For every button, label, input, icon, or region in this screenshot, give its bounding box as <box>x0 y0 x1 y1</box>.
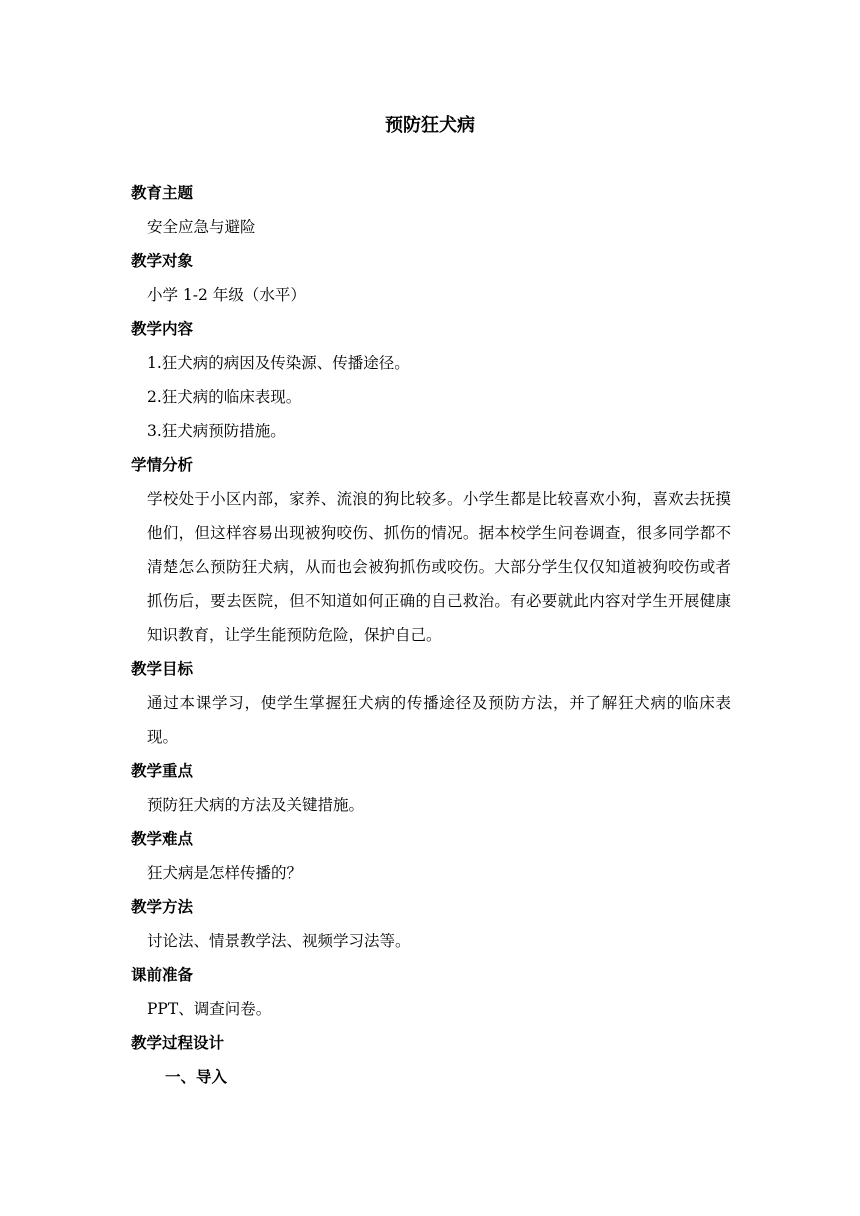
section-heading: 教学对象 <box>131 252 194 270</box>
document-title: 预防狂犬病 <box>385 115 475 136</box>
section-text: 讨论法、情景教学法、视频学习法等。 <box>147 932 411 950</box>
section-heading: 教学目标 <box>131 660 194 678</box>
section-difficulties <box>131 822 731 890</box>
section-text: 预防狂犬病的方法及关键措施。 <box>147 796 365 814</box>
process-step-heading: 一、导入 <box>165 1068 228 1086</box>
section-theme <box>131 176 731 244</box>
section-text: PPT、调查问卷。 <box>147 1000 272 1018</box>
section-text: 小学 1-2 年级（水平） <box>147 286 306 304</box>
list-item: 1.狂犬病的病因及传染源、传播途径。 <box>147 354 410 372</box>
section-text: 安全应急与避险 <box>147 218 256 236</box>
list-item: 3.狂犬病预防措施。 <box>147 422 286 440</box>
section-heading: 教学过程设计 <box>131 1034 225 1052</box>
document-body <box>131 176 731 1094</box>
section-goals <box>131 652 731 754</box>
section-methods <box>131 890 731 958</box>
section-audience <box>131 244 731 312</box>
section-heading: 教学方法 <box>131 898 194 916</box>
section-preparation <box>131 958 731 1026</box>
section-analysis <box>131 448 731 652</box>
section-content <box>131 312 731 448</box>
section-text: 学校处于小区内部，家养、流浪的狗比较多。小学生都是比较喜欢小狗，喜欢去抚摸他们，但这样容易出现被狗咬伤、抓伤的情况。据本校学生问卷调查，很多同学都不清楚怎么预防狂犬病，从而也会被狗抓伤或咬伤。大部分学生仅仅知道被狗咬伤或者抓伤后，要去医院，但不知道如何正确的自己救治。有必要就此内容对学生开展健康知识教育，让学生能预防危险，保护自己。 <box>147 490 731 644</box>
section-heading: 教学重点 <box>131 762 194 780</box>
section-heading: 课前准备 <box>131 966 194 984</box>
section-heading: 教育主题 <box>131 184 194 202</box>
section-heading: 教学内容 <box>131 320 194 338</box>
list-item: 2.狂犬病的临床表现。 <box>147 388 302 406</box>
section-heading: 教学难点 <box>131 830 194 848</box>
section-process <box>131 1026 731 1094</box>
section-key-points <box>131 754 731 822</box>
section-text: 通过本课学习，使学生掌握狂犬病的传播途径及预防方法，并了解狂犬病的临床表现。 <box>147 694 731 746</box>
section-text: 狂犬病是怎样传播的？ <box>147 864 303 882</box>
section-heading: 学情分析 <box>131 456 194 474</box>
